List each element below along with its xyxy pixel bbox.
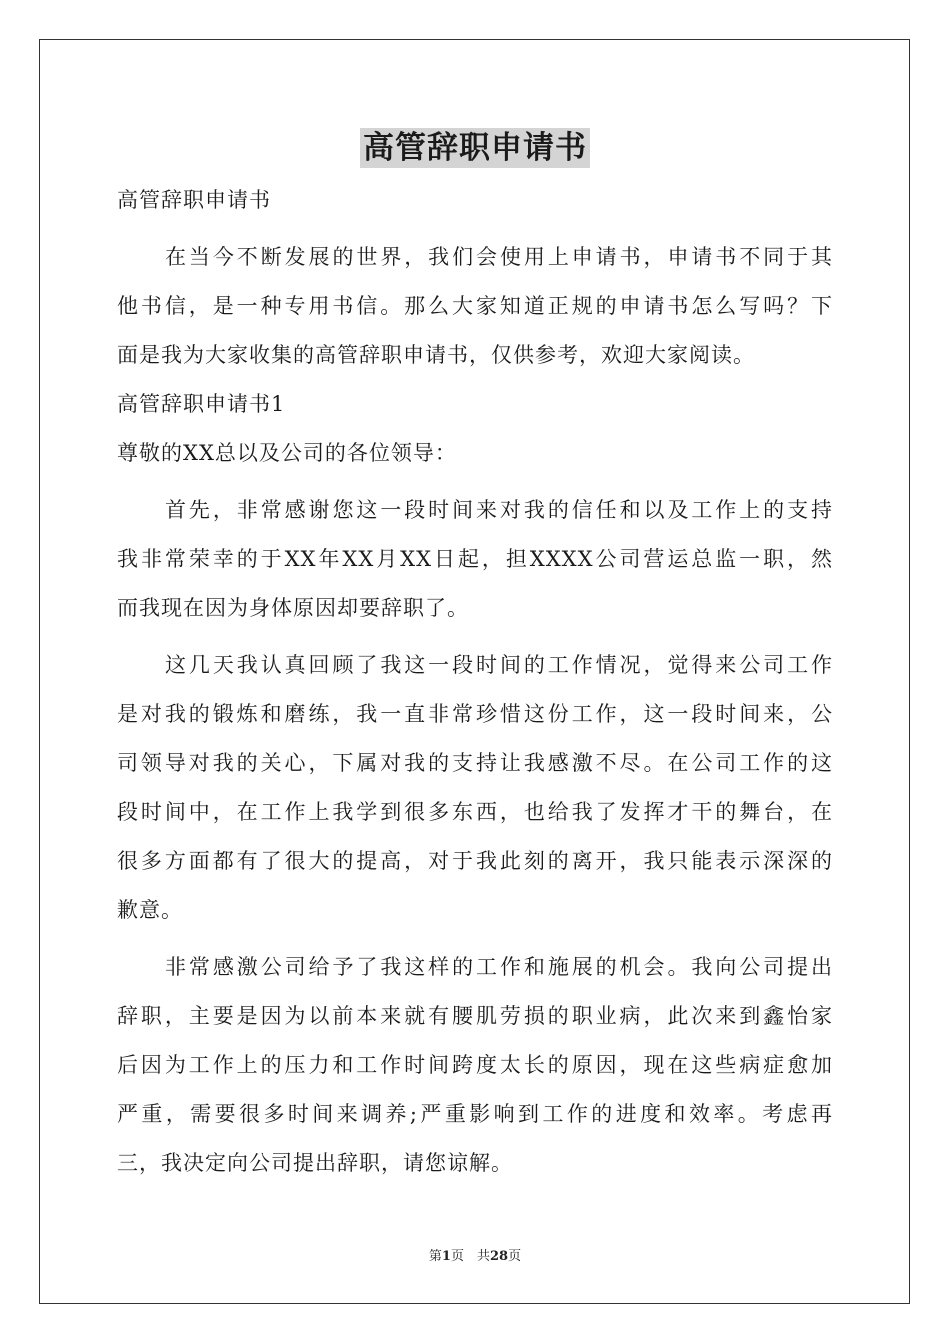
para2-line-1: 这几天我认真回顾了我这一段时间的工作情况，觉得来公司工作 xyxy=(165,653,833,677)
para2-line-3: 司领导对我的关心，下属对我的支持让我感激不尽。在公司工作的这 xyxy=(117,751,833,775)
para2-line-6: 歉意。 xyxy=(117,898,183,922)
para2-line-5: 很多方面都有了很大的提高，对于我此刻的离开，我只能表示深深的 xyxy=(117,849,833,873)
para2-line-2: 是对我的锻炼和磨练，我一直非常珍惜这份工作，这一段时间来，公 xyxy=(117,702,833,726)
salutation: 尊敬的XX总以及公司的各位领导： xyxy=(117,441,457,465)
document-subtitle: 高管辞职申请书 xyxy=(117,188,271,212)
para3-line-1: 非常感激公司给予了我这样的工作和施展的机会。我向公司提出 xyxy=(165,955,833,979)
footer-page-prefix: 第 xyxy=(428,1249,442,1264)
footer-page-current: 1 xyxy=(441,1249,451,1264)
intro-line-3: 面是我为大家收集的高管辞职申请书，仅供参考，欢迎大家阅读。 xyxy=(117,343,755,367)
footer-page-suffix: 页 xyxy=(508,1249,522,1264)
section-heading: 高管辞职申请书1 xyxy=(117,392,286,416)
para1-line-1: 首先，非常感谢您这一段时间来对我的信任和以及工作上的支持 xyxy=(165,498,833,522)
para3-line-4: 严重，需要很多时间来调养;严重影响到工作的进度和效率。考虑再 xyxy=(117,1102,833,1126)
para2-line-4: 段时间中，在工作上我学到很多东西，也给我了发挥才干的舞台，在 xyxy=(117,800,833,824)
para1-line-2: 我非常荣幸的于XX年XX月XX日起，担XXXX公司营运总监一职，然 xyxy=(117,547,833,571)
footer-page-mid: 页 共 xyxy=(450,1249,490,1264)
para3-line-3: 后因为工作上的压力和工作时间跨度太长的原因，现在这些病症愈加 xyxy=(117,1053,833,1077)
page-footer xyxy=(0,1248,950,1266)
footer-page-total: 28 xyxy=(489,1249,509,1264)
para3-line-2: 辞职，主要是因为以前本来就有腰肌劳损的职业病，此次来到鑫怡家 xyxy=(117,1004,833,1028)
title-wrap xyxy=(0,128,950,168)
intro-line-2: 他书信，是一种专用书信。那么大家知道正规的申请书怎么写吗？下 xyxy=(117,294,833,318)
document-title: 高管辞职申请书 xyxy=(360,128,590,168)
intro-line-1: 在当今不断发展的世界，我们会使用上申请书，申请书不同于其 xyxy=(165,245,833,269)
document-body xyxy=(117,176,833,1188)
para3-line-5: 三，我决定向公司提出辞职，请您谅解。 xyxy=(117,1151,513,1175)
para1-line-3: 而我现在因为身体原因却要辞职了。 xyxy=(117,596,469,620)
